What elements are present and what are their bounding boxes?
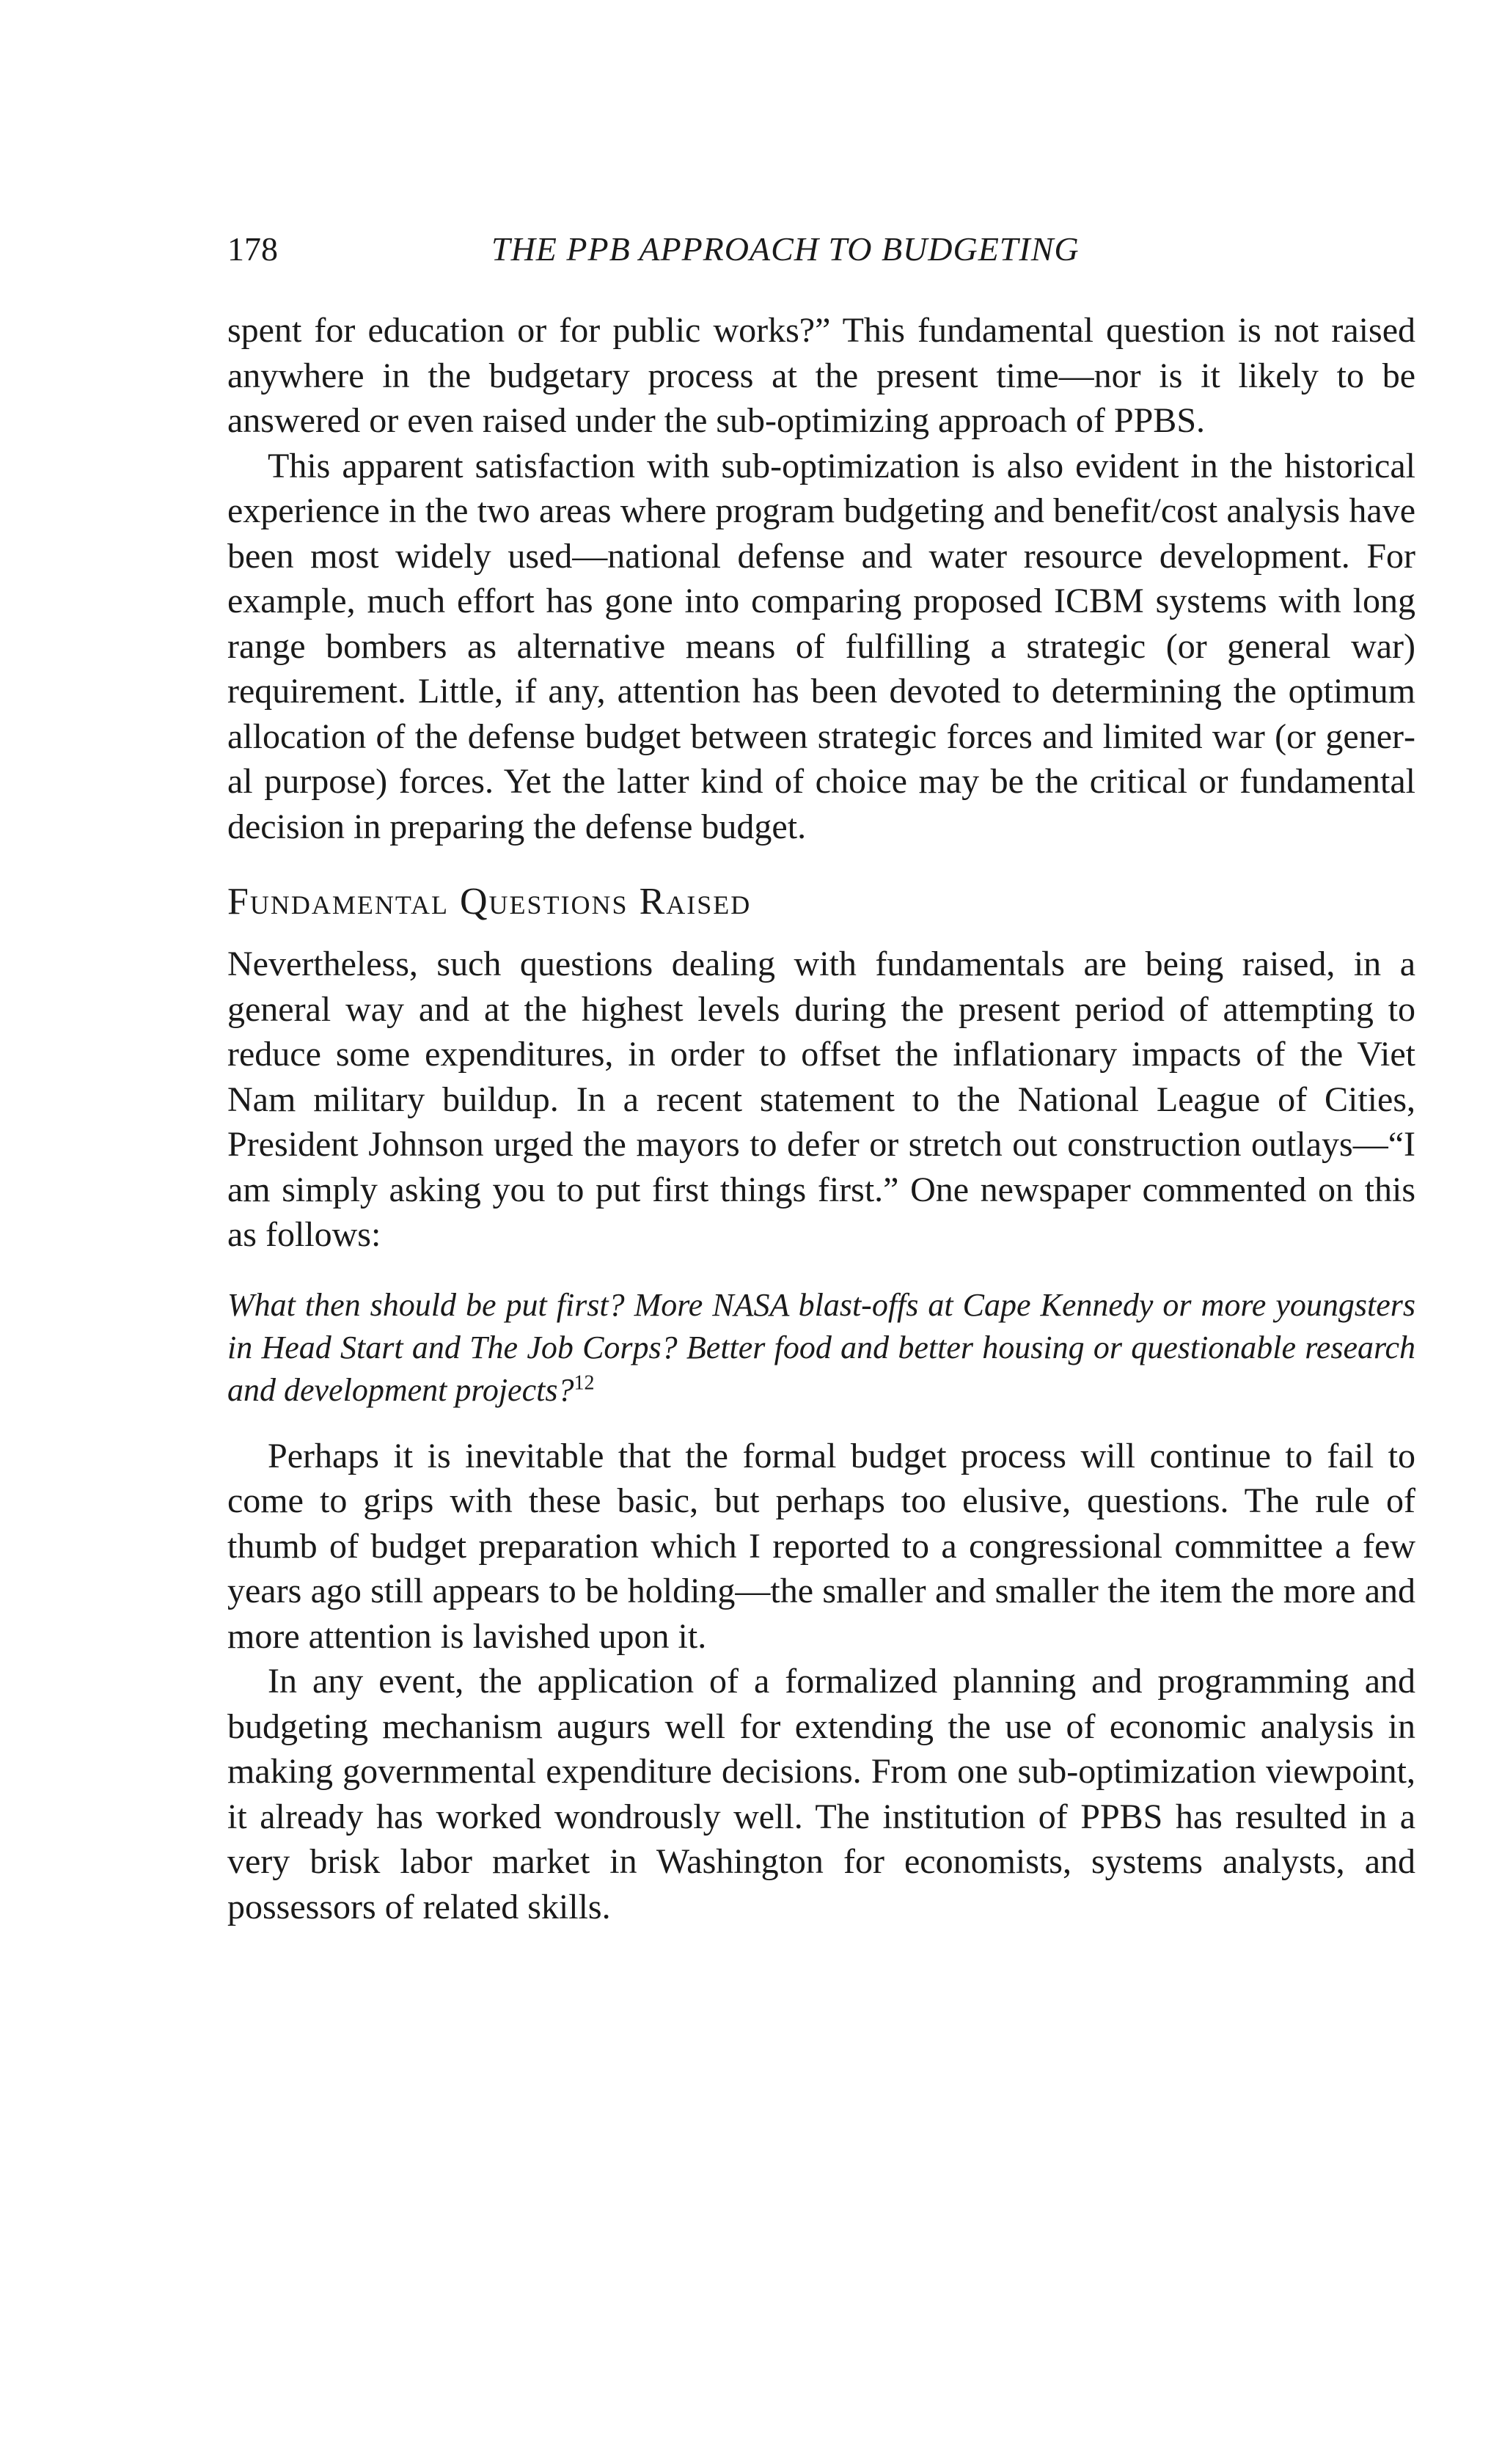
footnote-marker: 12 <box>574 1371 595 1394</box>
section-heading: Fundamental Questions Raised <box>227 881 752 923</box>
paragraph-budget-process: Perhaps it is inevitable that the formal budget process will continue to fail to come to grips with these basic, but perhaps too elusive, questions. The rule of thumb of budget preparation which I reported to a congressional committee a few years ago still appears to be holding—the smaller and smaller the item the more and more attention is lavished upon it. <box>227 1436 1415 1656</box>
paragraph-sub-optimization: This apparent satisfaction with sub-optimization is also evident in the historical experience in the two areas where program budgeting and benefit/cost analysis have been most widely used—national defense and water resource development. For example, much effort has gone into comparing proposed ICBM systems with long range bombers as alternative means of fulfilling a strategic (or general war) requirement. Little, if any, attention has been devoted to determining the optimum allocation of the defense budget between strategic forces and limited war (or general purpose) forces. Yet the latter kind of choice may be the critical or fundamental decision in preparing the defense budget. <box>227 446 1415 846</box>
block-quote <box>227 1284 1415 1412</box>
page-number: 178 <box>227 230 278 268</box>
paragraph-ppbs-conclusion: In any event, the application of a formalized planning and programming and budgeting mechanism augurs well for extending the use of economic analysis in making governmental expenditure decisions. From one sub-optimization viewpoint, it already has worked wondrously well. The institution of PPBS has resulted in a very brisk labor market in Washington for economists, systems analysts, and possessors of related skills. <box>227 1662 1415 1926</box>
paragraph-continued: spent for education or for public works?” This fundamental question is not raised anywhere in the budgetary process at the present time—nor is it likely to be answered or even raised under the sub-optimizing approach of PPBS. <box>227 311 1415 440</box>
page-body <box>227 308 1415 1929</box>
running-head: THE PPB APPROACH TO BUDGETING <box>491 230 1080 268</box>
page-header <box>227 220 1415 279</box>
paragraph-fundamentals: Nevertheless, such questions dealing with fundamentals are being raised, in a general way and at the highest levels during the present period of attempting to reduce some expenditures, in order to offset the inflationary impacts of the Viet Nam military buildup. In a recent statement to the National League of Cities, President Johnson urged the mayors to defer or stretch out construction outlays—“I am simply asking you to put first things first.” One newspaper commented on this as follows: <box>227 945 1415 1254</box>
quote-text: What then should be put first? More NASA blast-offs at Cape Kennedy or more youngsters in Head Start and The Job Corps? Better food and better housing or questionable research and development projects? <box>227 1286 1415 1408</box>
